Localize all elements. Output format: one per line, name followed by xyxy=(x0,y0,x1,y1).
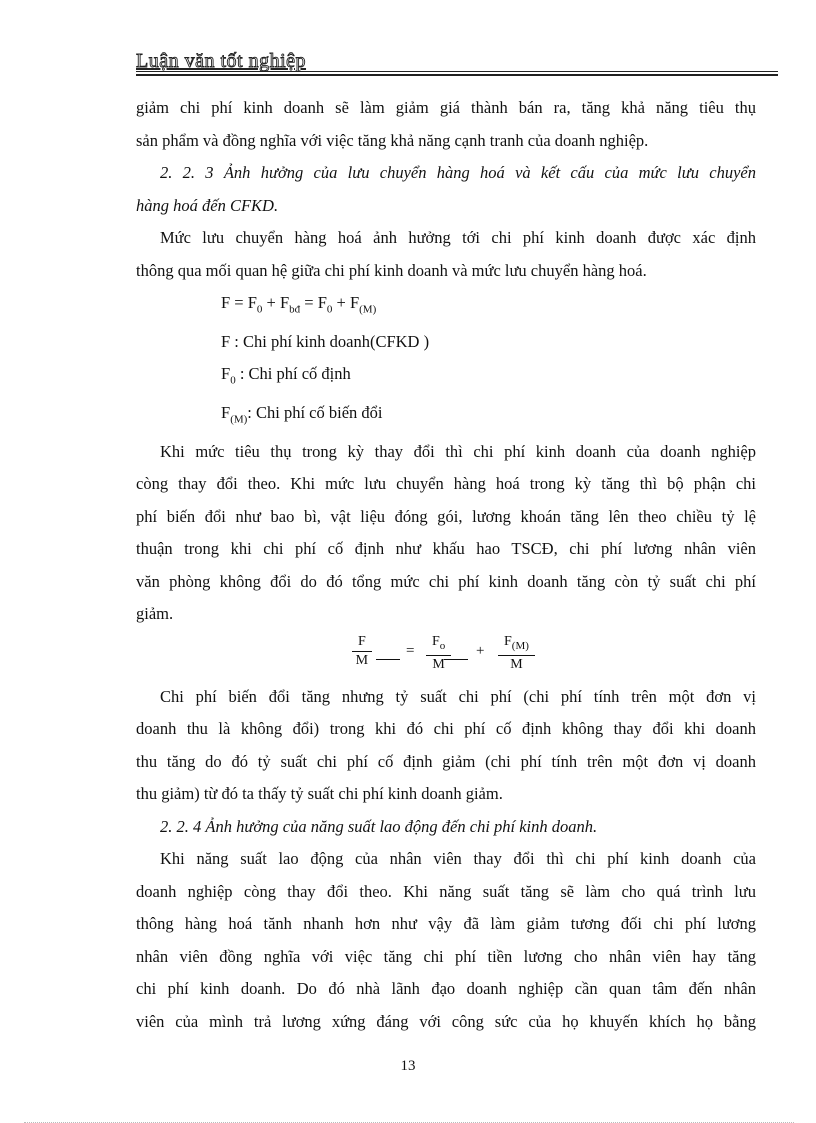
body-line: sản phẩm và đồng nghĩa với việc tăng khả năng cạnh tranh của doanh nghiệp. xyxy=(136,130,649,150)
section-heading-2-2-4: 2. 2. 4 Ảnh hưởng của năng suất lao động đến chi phí kinh doanh. xyxy=(160,816,598,836)
body-line: Khi năng suất lao động của nhân viên thay đổi thì chi phí kinh doanh của xyxy=(160,849,756,869)
body-line: nhân viên đồng nghĩa với việc tăng chi phí tiền lương cho nhân viên hay tăng xyxy=(136,946,756,966)
formula-definition-fm: $F_{(M)}$: Chi phí cố biến đổi xyxy=(221,403,383,426)
page-number: 13 xyxy=(400,1058,416,1074)
body-line: Chi phí biến đổi tăng nhưng tỷ suất chi phí (chi phí tính trên một đơn vị xyxy=(160,686,756,706)
body-line: giảm chi phí kinh doanh sẽ làm giảm giá thành bán ra, tăng khả năng tiêu thụ xyxy=(136,98,756,117)
page-header-title: Luận văn tốt nghiệp xyxy=(136,50,307,72)
fraction-dash xyxy=(376,659,400,660)
body-line: giảm. xyxy=(136,604,174,624)
section-heading-2-2-3-cont: hàng hoá đến CFKD. xyxy=(136,195,279,215)
body-line: còng thay đổi theo. Khi mức lưu chuyển hàng hoá trong kỳ tăng thì bộ phận chi xyxy=(136,474,756,494)
formula-definition-f: F : Chi phí kinh doanh(CFKD ) xyxy=(221,331,430,351)
body-line: phí biến đổi như bao bì, vật liệu đóng gói, lương khoán tăng lên theo chiều tỷ lệ xyxy=(136,506,756,526)
fraction-fm-over-m: $\frac{F_{(M)}}{M}$ xyxy=(498,633,535,674)
body-line: thu giảm) từ đó ta thấy tỷ suất chi phí kinh doanh giảm. xyxy=(136,784,503,804)
body-line: Mức lưu chuyển hàng hoá ảnh hưởng tới chi phí kinh doanh được xác định xyxy=(160,228,756,247)
body-line: chi phí kinh doanh. Do đó nhà lãnh đạo doanh nghiệp cần quan tâm đến nhân xyxy=(136,979,756,999)
page-body xyxy=(136,92,756,1038)
body-line: thông hàng hoá tănh nhanh hơn như vậy đã làm giảm tương đối chi phí lương xyxy=(136,914,756,934)
formula-definition-f0: $F_0$ : Chi phí cố định xyxy=(221,364,351,387)
header-rule-thick xyxy=(136,74,778,76)
fraction-dash xyxy=(444,659,468,660)
equals-sign: = xyxy=(406,642,415,659)
section-heading-2-2-3: 2. 2. 3 Ảnh hưởng của lưu chuyển hàng hoá và kết cấu của mức lưu chuyển xyxy=(160,163,756,182)
header-rule-thin xyxy=(136,71,778,72)
fraction-f0-over-m: $\frac{F_o}{M}$ xyxy=(426,633,451,674)
fraction-f-over-m: $\frac{F}{M}$ xyxy=(352,633,372,670)
body-line: Khi mức tiêu thụ trong kỳ thay đổi thì chi phí kinh doanh của doanh nghiệp xyxy=(160,441,756,461)
plus-sign: + xyxy=(476,642,485,659)
body-line: doanh thu là không đổi) trong khi đó chi phí cố định không thay đổi khi doanh xyxy=(136,719,756,739)
body-line: thu tăng do đó tỷ suất chi phí cố định giảm (chi phí tính trên một đơn vị doanh xyxy=(136,751,756,771)
body-line: văn phòng không đổi do đó tổng mức chi phí kinh doanh tăng còn tỷ suất chi phí xyxy=(136,571,756,591)
body-line: doanh nghiệp còng thay đổi theo. Khi năng suất tăng sẽ làm cho quá trình lưu xyxy=(136,881,756,901)
body-line: thuận trong khi chi phí cố định như khấu hao TSCĐ, chi phí lương nhân viên xyxy=(136,539,756,559)
cost-ratio-formula xyxy=(136,633,756,677)
body-line: viên của mình trả lương xứng đáng với công sức của họ khuyến khích họ bằng xyxy=(136,1011,756,1031)
body-line: thông qua mối quan hệ giữa chi phí kinh doanh và mức lưu chuyển hàng hoá. xyxy=(136,260,647,280)
formula-cost-equation: $F = F_0 + F_{bđ} = F_0 + F_{(M)}$ xyxy=(221,293,377,316)
